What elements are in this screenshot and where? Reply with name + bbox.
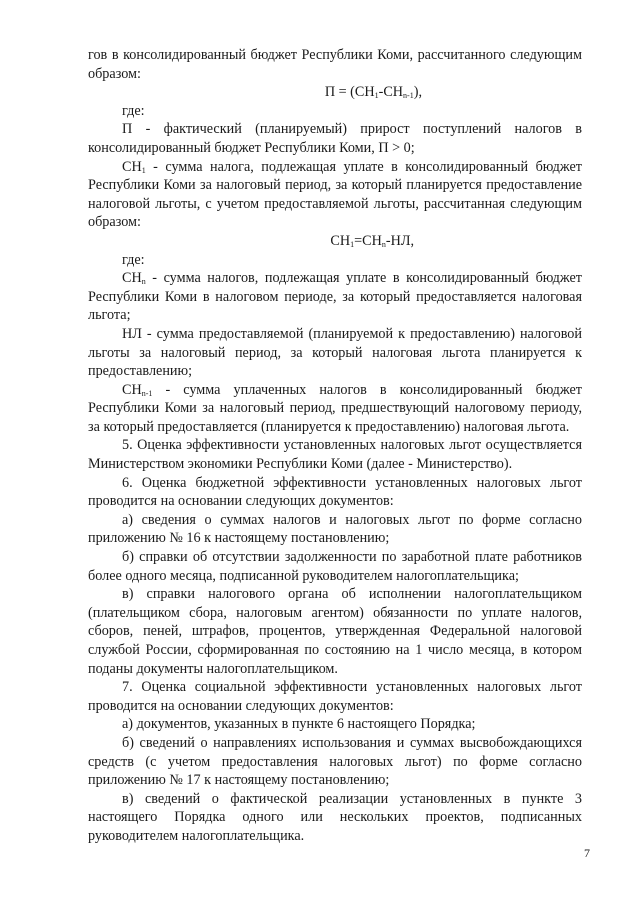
where-label: где:: [122, 102, 145, 119]
definition-p: П - фактический (планируемый) прирост поступлений налогов в консолидированный бюджет Республики Коми, П > 0;: [88, 121, 582, 156]
definition-text: - сумма налога, подлежащая уплате в консолидированный бюджет Республики Коми за налоговый период, за который планируется предоставление налоговой льготы, с учетом предоставляемой льготы, рассчитанная следующим образом:: [88, 158, 582, 231]
paragraph-item-6c: в) справки налогового органа об исполнении налогоплательщиком (плательщиком сбора, налоговым агентом) обязанности по уплате налогов, сборов, пеней, штрафов, процентов, утвержденная Федеральной налоговой службой России, сформированная по состоянию на 1 число месяца, в котором поданы документы налогоплательщиком.: [88, 586, 582, 677]
paragraph-item-6a: а) сведения о суммах налогов и налоговых льгот по форме согласно приложению № 16 к настоящему постановлению;: [88, 511, 582, 547]
paragraph-item-7a: а) документов, указанных в пункте 6 настоящего Порядка;: [122, 716, 476, 733]
definition-text: - сумма уплаченных налогов в консолидированный бюджет Республики Коми за налоговый период, предшествующий налоговому периоду, за который предоставляется (планируется к предоставлению) налоговая льгота.: [88, 381, 582, 435]
formula-part: -НЛ,: [385, 232, 414, 249]
formula-part: П = (СН: [324, 84, 375, 101]
where-label: где:: [122, 251, 145, 268]
formula-subscript: n-1: [403, 91, 414, 101]
formula-part: ),: [413, 84, 422, 101]
page-number: 7: [584, 846, 590, 860]
document-body: [88, 46, 582, 846]
formula-part: СН: [330, 232, 351, 249]
definition-chn1: [88, 381, 582, 437]
symbol: СН: [122, 381, 142, 398]
symbol: СН: [122, 270, 142, 287]
formula-subscript: 1: [350, 239, 355, 249]
paragraph-item-6b: б) справки об отсутствии задолженности по заработной плате работников более одного месяца, подписанной руководителем налогоплательщика;: [88, 549, 582, 584]
formula-tax: [88, 232, 582, 251]
paragraph-item-7c: в) сведений о фактической реализации установленных в пункте 3 настоящего Порядка одного или нескольких проектов, подписанных руководителем налогоплательщика.: [88, 790, 582, 844]
definition-text: - сумма налогов, подлежащая уплате в консолидированный бюджет Республики Коми в налоговом периоде, за который предоставляется налоговая льгота;: [88, 270, 582, 324]
paragraph-item-7b: б) сведений о направлениях использования и суммах высвобождающихся средств (с учетом предоставления налоговых льгот) по форме согласно приложению № 17 к настоящему постановлению;: [88, 734, 582, 789]
symbol-subscript: 1: [141, 165, 146, 175]
formula-growth: [88, 83, 582, 102]
formula-subscript: 1: [374, 91, 379, 101]
symbol-subscript: n-1: [141, 388, 153, 398]
formula-part: =СН: [354, 232, 382, 249]
symbol: СН: [122, 158, 142, 175]
paragraph-item-5: 5. Оценка эффективности установленных налоговых льгот осуществляется Министерством экономики Республики Коми (далее - Министерство).: [88, 437, 582, 473]
paragraph-item-7: 7. Оценка социальной эффективности установленных налоговых льгот проводится на основании следующих документов:: [88, 679, 582, 714]
paragraph-item-6: 6. Оценка бюджетной эффективности установленных налоговых льгот проводится на основании следующих документов:: [88, 474, 582, 510]
definition-chn: [88, 269, 582, 325]
formula-subscript: n: [381, 239, 386, 249]
paragraph-intro: гов в консолидированный бюджет Республики Коми, рассчитанного следующим образом:: [88, 47, 582, 82]
definition-ch1: [88, 158, 582, 232]
symbol-subscript: n: [141, 277, 146, 287]
definition-nl: НЛ - сумма предоставляемой (планируемой к предоставлению) налоговой льготы за налоговый период, за который налоговая льгота планируется к предоставлению;: [88, 325, 582, 380]
formula-part: -СН: [378, 84, 404, 101]
